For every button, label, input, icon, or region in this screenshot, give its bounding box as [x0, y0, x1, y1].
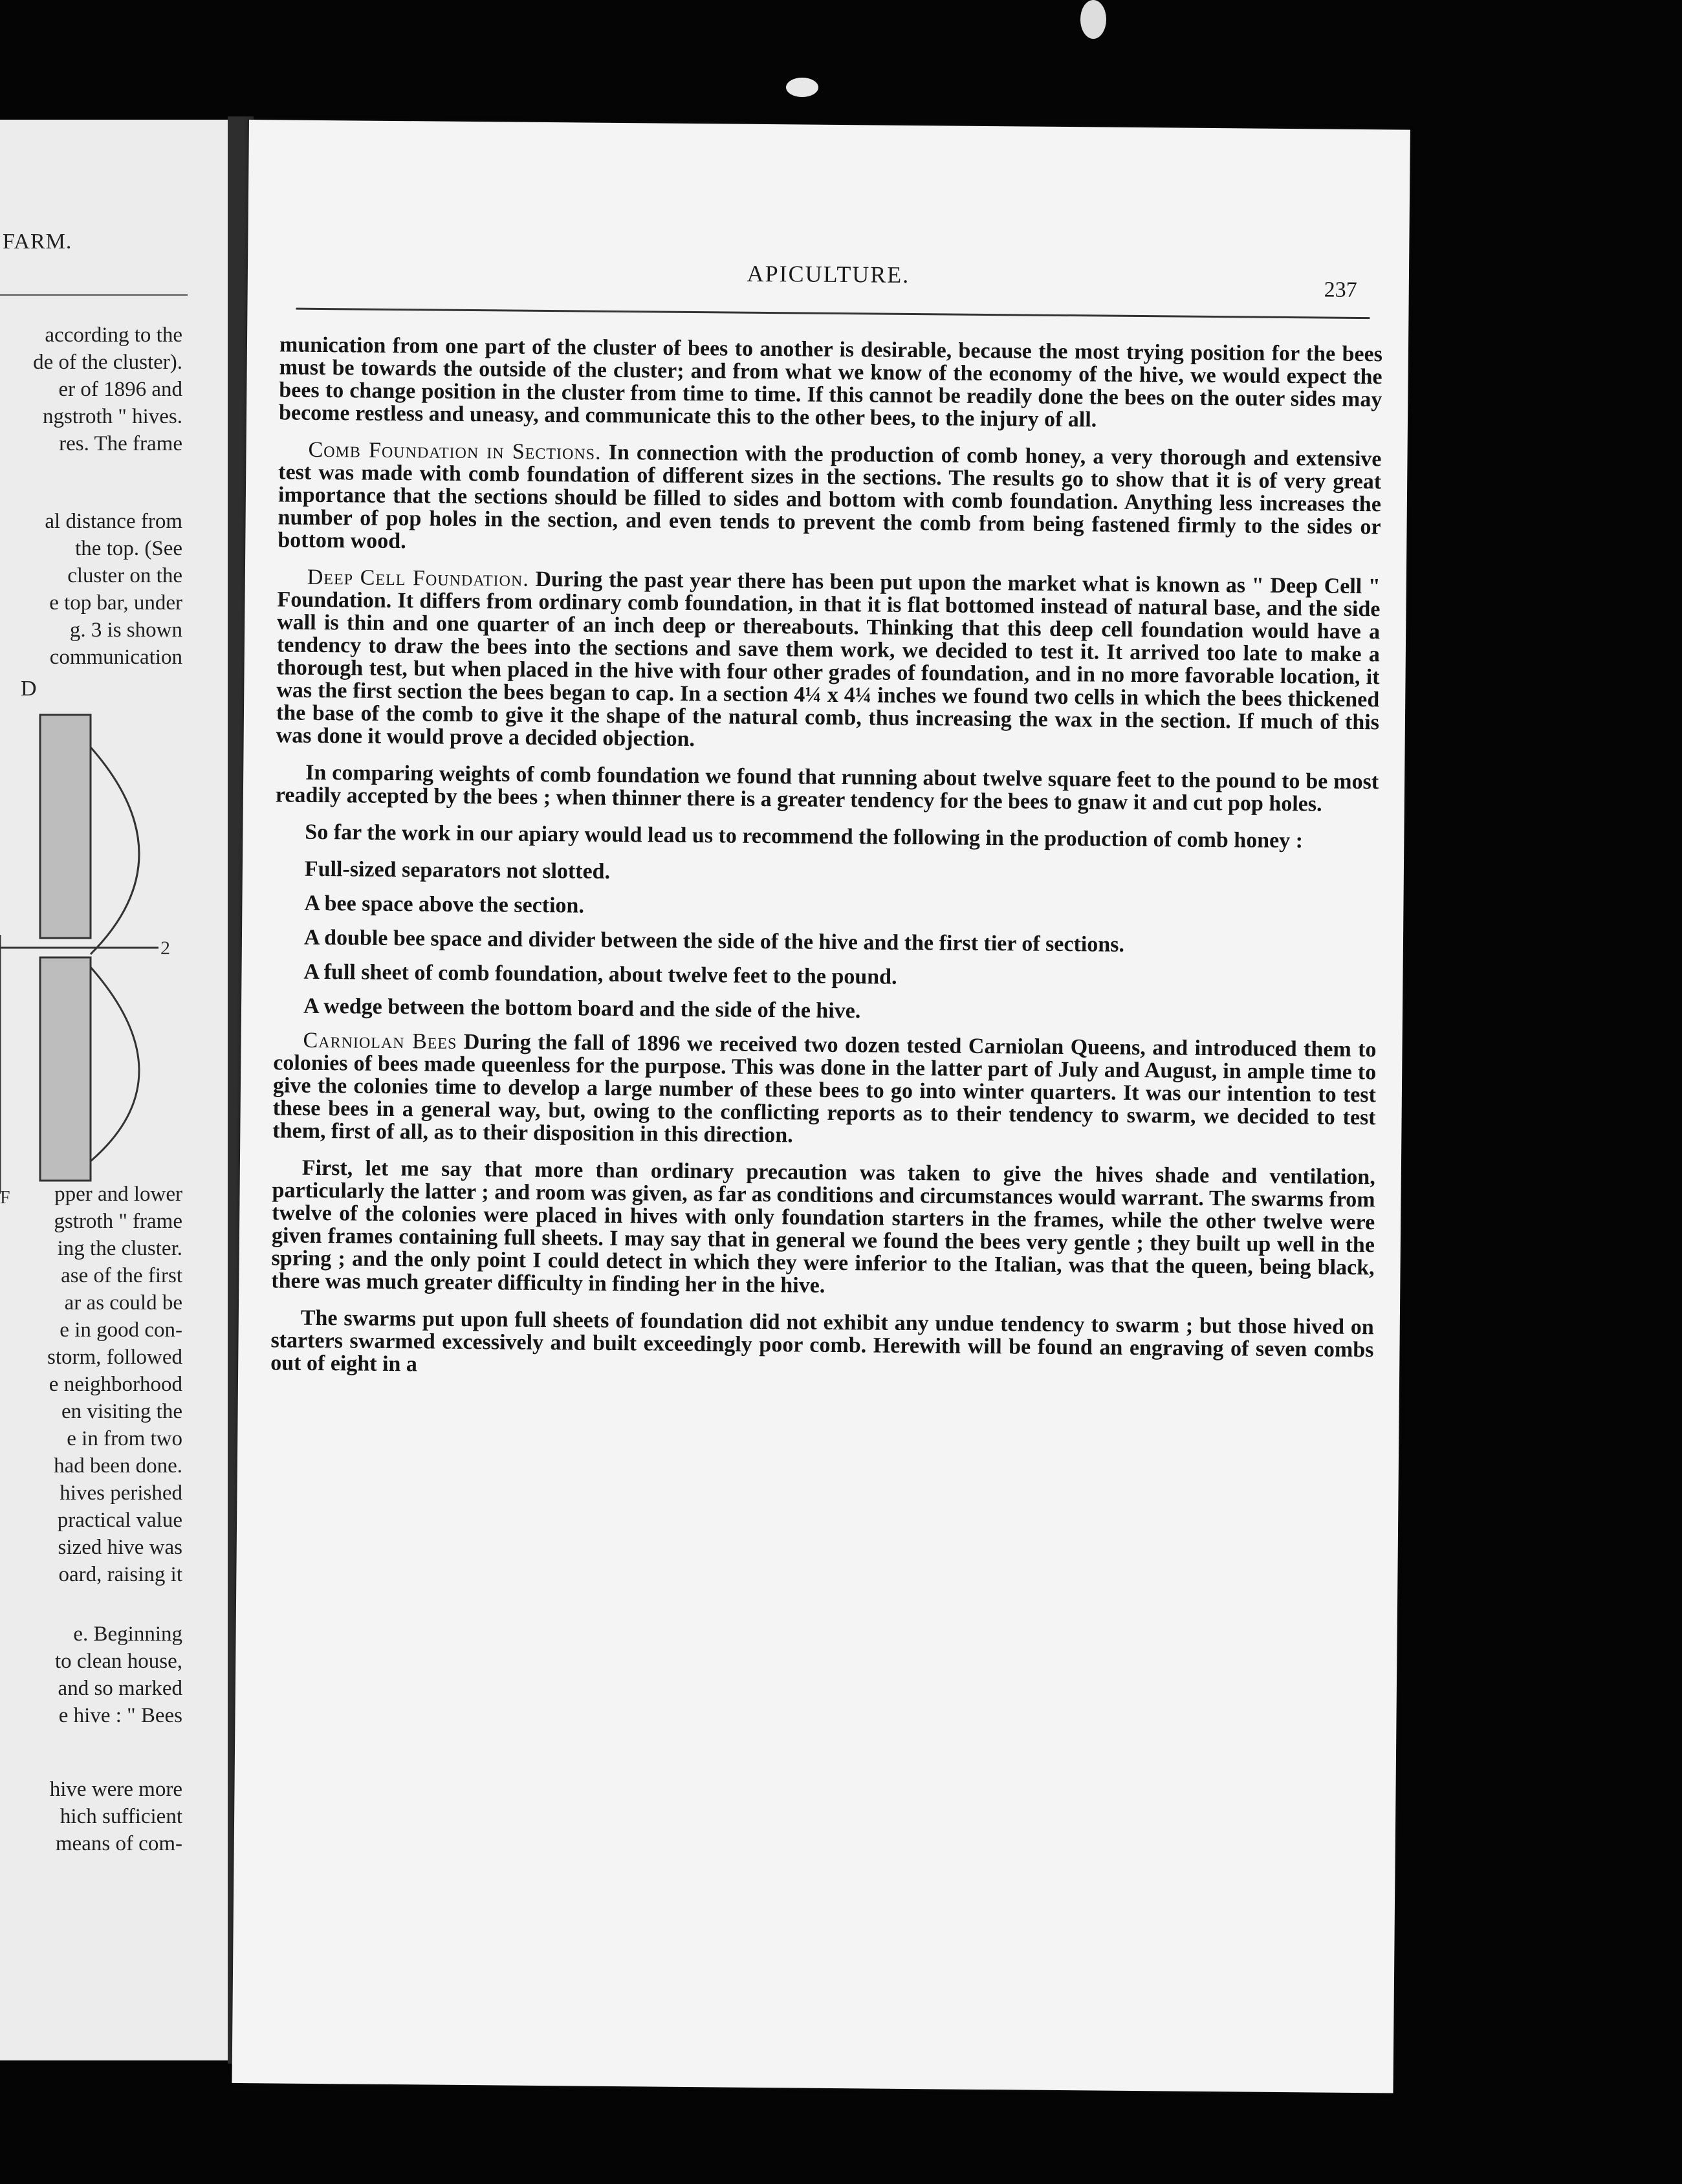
left-text-line: ing the cluster.	[57, 1237, 182, 1260]
hive-frame-diagram	[0, 676, 194, 1207]
left-text-line: ar as could be	[64, 1291, 182, 1315]
left-text-line: sized hive was	[58, 1536, 182, 1559]
right-page	[232, 120, 1410, 2093]
left-text-line: hives perished	[60, 1481, 182, 1505]
figure-label-bottom: F	[0, 1188, 10, 1207]
left-text-line: and so marked	[58, 1677, 182, 1700]
left-text-block-c	[0, 1181, 182, 1588]
left-text-line: practical value	[57, 1509, 182, 1532]
left-text-line: had been done.	[54, 1454, 182, 1478]
left-facing-page	[0, 120, 228, 2060]
left-text-line: e hive : " Bees	[58, 1704, 182, 1727]
scan-speck	[1080, 0, 1106, 39]
paragraph-weights: In comparing weights of comb foundation we found that running about twelve square feet to the pound to be most readily accepted by the bees ; when thinner there is a greater tendency for the bees to gnaw it and cut pop holes.	[275, 760, 1379, 816]
paragraph-recommendation: So far the work in our apiary would lead us to recommend the following in the production of comb honey :	[305, 820, 1304, 853]
list-item: A wedge between the bottom board and the side of the hive.	[303, 994, 861, 1023]
left-text-block-e	[0, 1776, 182, 1857]
left-text-line: e in from two	[67, 1427, 182, 1450]
left-text-line: e. Beginning	[73, 1622, 182, 1646]
left-text-line: res. The frame	[59, 432, 182, 455]
left-text-block-b	[0, 508, 182, 671]
left-text-line: communication	[49, 646, 182, 669]
left-header-rule	[0, 294, 188, 296]
left-text-line: gstroth " frame	[54, 1210, 182, 1233]
paragraph-comb-foundation: Comb Foundation in Sections. In connection with the production of comb honey, a very thorough and extensive test was made with comb foundation of different sizes in the sections. The results go to show that it is of very great importance that the sections should be filled to sides and bottom with comb foundation. Anything less increases the number of pop holes in the section, and even tends to prevent the comb from being fastened firmly to the sides or bottom wood.	[278, 437, 1382, 554]
paragraph-cluster-communication: munication from one part of the cluster of bees to another is desirable, because the most trying position for the bees must be towards the outside of the cluster; and from what we know of the economy of the hive, we would expect the bees to change position in the cluster from time to time. If this cannot be readily done the bees on the outer sides may become restless and uneasy, and communicate this to the other bees, to the injury of all.	[278, 333, 1383, 432]
running-head: APICULTURE.	[747, 260, 910, 288]
left-text-line: to clean house,	[54, 1650, 182, 1673]
section-heading-comb-foundation: Comb Foundation in Sections.	[308, 437, 602, 464]
left-text-block-a	[0, 322, 182, 457]
figure-label-top: D	[21, 677, 37, 701]
left-text-line: hich sufficient	[60, 1805, 182, 1828]
figure-label-right: 2	[160, 937, 170, 959]
paragraph-swarms: The swarms put upon full sheets of foundation did not exhibit any undue tendency to swarm ; but those hived on starters swarmed excessively and built exceedingly poor comb. Herewith will be found an engraving of seven combs out of eight in a	[270, 1305, 1374, 1377]
scan-speck	[786, 78, 818, 97]
left-text-line: oard, raising it	[58, 1563, 182, 1586]
left-text-line: the top. (See	[75, 537, 182, 560]
left-text-line: e neighborhood	[49, 1373, 182, 1396]
section-heading-carniolan: Carniolan Bees	[303, 1028, 457, 1054]
left-text-line: g. 3 is shown	[69, 618, 182, 642]
left-text-line: cluster on the	[67, 564, 182, 587]
left-text-line: de of the cluster).	[33, 351, 182, 374]
page-body	[270, 333, 1382, 1398]
left-text-line: according to the	[45, 323, 182, 347]
left-text-line: ase of the first	[61, 1264, 182, 1287]
left-text-block-d	[0, 1621, 182, 1729]
left-text-line: hive were more	[49, 1778, 182, 1801]
left-text-line: e in good con-	[60, 1318, 182, 1342]
list-item: A double bee space and divider between the side of the hive and the first tier of sections.	[303, 925, 1125, 957]
page-number: 237	[1324, 278, 1357, 302]
left-text-line: en visiting the	[61, 1400, 182, 1423]
paragraph-deep-cell: Deep Cell Foundation. During the past year there has been put upon the market what is known as " Deep Cell " Foundation. It differs from ordinary comb foundation, in that it is flat bottomed instead of natural base, and the side wall is thin and one quarter of an inch deep or thereabouts. Thinking that this deep cell foundation would have a tendency to draw the bees into the sections and save them work, we decided to test it. It arrived too late to make a thorough test, but when placed in the hive with four other grades of foundation, and in no more favorable location, it was the first section the bees began to cap. In a section 4¼ x 4¼ inches we found two cells in which the bees thickened the base of the comb to give it the shape of the natural comb, thus increasing the wax in the section. If much of this was done it would prove a decided objection.	[276, 565, 1381, 752]
list-item: A bee space above the section.	[304, 891, 585, 918]
header-rule	[296, 308, 1370, 319]
left-text-line: pper and lower	[54, 1183, 182, 1206]
section-heading-deep-cell: Deep Cell Foundation.	[307, 565, 529, 591]
paragraph-carniolan-bees: Carniolan Bees During the fall of 1896 we received two dozen tested Carniolan Queens, and introduced them to colonies of bees made queenless for the purpose. This was done in the latter part of July and August, in ample time to give the colonies time to develop a large number of these bees to go into winter quarters. It was our intention to test these bees in a general way, but, owing to the conflicting reports as to their tendency to swarm, we decided to test them, first of all, as to their disposition in this direction.	[272, 1028, 1377, 1148]
left-text-line: storm, followed	[47, 1346, 182, 1369]
left-text-line: ngstroth " hives.	[42, 405, 182, 428]
list-item: Full-sized separators not slotted.	[304, 857, 611, 884]
left-text-line: e top bar, under	[49, 591, 182, 615]
list-item: A full sheet of comb foundation, about twelve feet to the pound.	[303, 959, 897, 989]
left-text-line: er of 1896 and	[58, 378, 182, 401]
left-text-line: al distance from	[45, 510, 182, 533]
paragraph-precaution: First, let me say that more than ordinary precaution was taken to give the hives shade and ventilation, particularly the latter ; and room was given, as far as conditions and circumstances would warrant. The swarms from twelve of the colonies were placed in hives with only foundation starters in the frames, while the other twelve were given frames containing full sheets. I may say that in general we found the bees very gentle ; they built up well in the spring ; and the only point I could detect in which they were inferior to the Italian, was that the queen, being black, there was much greater difficulty in finding her in the hive.	[271, 1155, 1375, 1298]
left-text-line: means of com-	[55, 1832, 182, 1855]
left-page-header: FARM.	[3, 230, 72, 254]
